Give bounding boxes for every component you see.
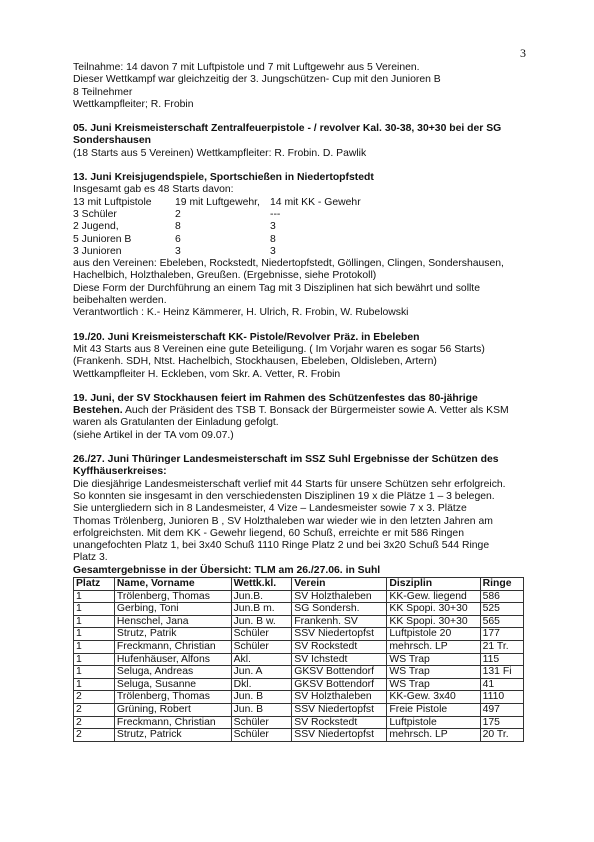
table-cell: Jun. B [231, 691, 292, 704]
table-cell: Dkl. [231, 678, 292, 691]
table-cell: Schüler [231, 729, 292, 742]
section-heading: 19./20. Juni Kreismeisterschaft KK- Pistole/Revolver Präz. in Ebeleben [73, 331, 420, 343]
table-cell: 2 [74, 703, 115, 716]
table-cell: 2 [74, 691, 115, 704]
section-heading: Bestehen. [73, 405, 123, 417]
table-cell: Schüler [231, 716, 292, 729]
table-cell: 1110 [480, 691, 523, 704]
section-text: (Frankenh. SDH, Ntst. Hachelbich, Stockhausen, Ebeleben, Oldisleben, Artern) [73, 356, 437, 368]
table-cell: Strutz, Patrick [114, 729, 231, 742]
column-header: Platz [74, 577, 115, 590]
table-cell: SV Ichstedt [292, 653, 387, 666]
section-kk-pistole [73, 332, 533, 381]
section-text: aus den Vereinen: Ebeleben, Rockstedt, Niedertopfstedt, Göllingen, Clingen, Sondershausen, [73, 258, 504, 270]
table-cell: 1 [74, 628, 115, 641]
table-row [74, 691, 524, 704]
table-cell: 1 [74, 603, 115, 616]
table-cell: 41 [480, 678, 523, 691]
starts-grid [73, 197, 533, 258]
table-cell: 1 [74, 666, 115, 679]
table-cell: SSV Niedertopfst [292, 703, 387, 716]
section-zentralfeuerpistole [73, 123, 533, 160]
table-cell: SSV Niedertopfst [292, 729, 387, 742]
table-row [74, 703, 524, 716]
table-cell: Freie Pistole [387, 703, 480, 716]
table-cell: 1 [74, 678, 115, 691]
intro-line: Wettkampfleiter; R. Frobin [73, 98, 194, 110]
section-heading: 26./27. Juni Thüringer Landesmeisterschaft im SSZ Suhl Ergebnisse der Schützen des [73, 454, 499, 466]
section-text: beibehalten werden. [73, 295, 167, 307]
section-text: Insgesamt gab es 48 Starts davon: [73, 184, 234, 196]
intro-block [73, 62, 533, 111]
table-cell: 525 [480, 603, 523, 616]
table-cell: Grüning, Robert [114, 703, 231, 716]
table-cell: KK-Gew. 3x40 [387, 691, 480, 704]
table-row [74, 590, 524, 603]
table-cell: mehrsch. LP [387, 640, 480, 653]
table-cell: Schüler [231, 640, 292, 653]
table-cell: 2 [74, 729, 115, 742]
table-row [74, 653, 524, 666]
column-header: Verein [292, 577, 387, 590]
section-text: Auch der Präsident des TSB T. Bonsack der Bürgermeister sowie A. Vetter als KSM [122, 405, 509, 417]
table-cell: Luftpistole [387, 716, 480, 729]
table-cell: SG Sondersh. [292, 603, 387, 616]
section-text: So konnten sie insgesamt in den verschiedensten Disziplinen 19 x die Plätze 1 – 3 belegen. [73, 490, 495, 502]
table-cell: Freckmann, Christian [114, 716, 231, 729]
table-cell: Trölenberg, Thomas [114, 691, 231, 704]
grid-cell: 19 mit Luftgewehr, [175, 196, 260, 208]
table-cell: Frankenh. SV [292, 615, 387, 628]
table-cell: 131 Fi [480, 666, 523, 679]
table-cell: 177 [480, 628, 523, 641]
column-header: Wettk.kl. [231, 577, 292, 590]
grid-cell: 2 Jugend, [73, 221, 119, 233]
table-cell: WS Trap [387, 666, 480, 679]
section-text: (siehe Artikel in der TA vom 09.07.) [73, 429, 234, 441]
grid-cell: 8 [270, 233, 276, 245]
grid-cell: --- [270, 208, 281, 220]
section-text: erfolgreichsten. Mit dem KK - Gewehr liegend, 60 Schuß, erreichte er mit 586 Ringen [73, 527, 464, 539]
column-header: Name, Vorname [114, 577, 231, 590]
grid-cell: 3 [270, 245, 276, 257]
section-text: Sie untergliedern sich in 8 Landesmeister, 4 Vize – Landesmeister sowie 7 x 3. Plätze [73, 503, 467, 515]
section-heading: 19. Juni, der SV Stockhausen feiert im Rahmen des Schützenfestes das 80-jährige [73, 392, 478, 404]
table-cell: 1 [74, 640, 115, 653]
table-row [74, 628, 524, 641]
table-cell: 20 Tr. [480, 729, 523, 742]
column-header: Disziplin [387, 577, 480, 590]
table-cell: KK Spopi. 30+30 [387, 615, 480, 628]
table-cell: 2 [74, 716, 115, 729]
results-table [73, 577, 524, 742]
table-cell: GKSV Bottendorf [292, 666, 387, 679]
section-text: Platz 3. [73, 552, 108, 564]
section-landesmeisterschaft [73, 454, 533, 742]
table-cell: Luftpistole 20 [387, 628, 480, 641]
table-cell: Akl. [231, 653, 292, 666]
section-heading: 13. Juni Kreisjugendspiele, Sportschießen in Niedertopfstedt [73, 172, 374, 184]
table-row [74, 615, 524, 628]
section-heading: 05. Juni Kreismeisterschaft Zentralfeuerpistole - / revolver Kal. 30-38, 30+30 bei der SG [73, 123, 502, 135]
grid-cell: 3 [175, 245, 181, 257]
section-text: (18 Starts aus 5 Vereinen) Wettkampfleiter: R. Frobin. D. Pawlik [73, 147, 367, 159]
table-cell: SV Rockstedt [292, 640, 387, 653]
table-cell: KK-Gew. liegend [387, 590, 480, 603]
section-stockhausen [73, 393, 533, 442]
table-row [74, 640, 524, 653]
intro-line: Teilnahme: 14 davon 7 mit Luftpistole und 7 mit Luftgewehr aus 5 Vereinen. [73, 62, 420, 73]
table-cell: Jun.B. [231, 590, 292, 603]
table-row [74, 678, 524, 691]
table-cell: Strutz, Patrik [114, 628, 231, 641]
intro-line: 8 Teilnehmer [73, 86, 133, 98]
table-cell: SV Holzthaleben [292, 590, 387, 603]
table-cell: Trölenberg, Thomas [114, 590, 231, 603]
grid-cell: 8 [175, 221, 181, 233]
table-cell: Jun. B w. [231, 615, 292, 628]
grid-cell: 6 [175, 233, 181, 245]
table-cell: KK Spopi. 30+30 [387, 603, 480, 616]
section-text: Die diesjährige Landesmeisterschaft verlief mit 44 Starts für unsere Schützen sehr erfolgreich. [73, 478, 506, 490]
table-cell: Freckmann, Christian [114, 640, 231, 653]
grid-cell: 14 mit KK - Gewehr [270, 196, 361, 208]
column-header: Ringe [480, 577, 523, 590]
table-cell: 1 [74, 590, 115, 603]
table-row [74, 666, 524, 679]
table-cell: Gerbing, Toni [114, 603, 231, 616]
grid-cell: 13 mit Luftpistole [73, 196, 152, 208]
table-cell: Schüler [231, 628, 292, 641]
table-cell: Jun.B m. [231, 603, 292, 616]
table-cell: Seluga, Susanne [114, 678, 231, 691]
table-cell: 497 [480, 703, 523, 716]
grid-cell: 3 Schüler [73, 208, 117, 220]
table-cell: 1 [74, 615, 115, 628]
section-text: Wettkampfleiter H. Eckleben, vom Skr. A. Vetter, R. Frobin [73, 368, 341, 380]
table-cell: 1 [74, 653, 115, 666]
table-row [74, 603, 524, 616]
table-cell: SV Rockstedt [292, 716, 387, 729]
section-heading: Kyffhäuserkreises: [73, 466, 167, 478]
table-cell: Seluga, Andreas [114, 666, 231, 679]
table-cell: 21 Tr. [480, 640, 523, 653]
table-header-row [74, 577, 524, 590]
grid-cell: 5 Junioren B [73, 233, 132, 245]
section-heading: Sondershausen [73, 135, 151, 147]
table-row [74, 729, 524, 742]
table-row [74, 716, 524, 729]
table-cell: 565 [480, 615, 523, 628]
section-text: Mit 43 Starts aus 8 Vereinen eine gute Beteiligung. ( Im Vorjahr waren es sogar 56 Starts) [73, 343, 485, 355]
table-cell: WS Trap [387, 653, 480, 666]
intro-line: Dieser Wettkampf war gleichzeitig der 3. Jungschützen- Cup mit den Junioren B [73, 74, 441, 86]
document-body [73, 62, 533, 742]
grid-cell: 2 [175, 208, 181, 220]
table-cell: Jun. A [231, 666, 292, 679]
table-cell: SSV Niedertopfst [292, 628, 387, 641]
section-text: Hachelbich, Holzthaleben, Greußen. (Ergebnisse, siehe Protokoll) [73, 270, 377, 282]
table-title: Gesamtergebnisse in der Übersicht: TLM am 26./27.06. in Suhl [73, 564, 381, 576]
grid-cell: 3 Junioren [73, 245, 122, 257]
section-kreisjugendspiele [73, 172, 533, 320]
section-text: Verantwortlich : K.- Heinz Kämmerer, H. Ulrich, R. Frobin, W. Rubelowski [73, 307, 409, 319]
section-heading-line [73, 405, 533, 417]
section-text: unangefochten Platz 1, bei 3x40 Schuß 1110 Ringe Platz 2 und bei 3x20 Schuß 544 Ringe [73, 540, 490, 552]
table-cell: Hufenhäuser, Alfons [114, 653, 231, 666]
table-body [74, 590, 524, 741]
section-text: Diese Form der Durchführung an einem Tag mit 3 Disziplinen hat sich bewährt und sollte [73, 282, 480, 294]
table-cell: Henschel, Jana [114, 615, 231, 628]
table-cell: SV Holzthaleben [292, 691, 387, 704]
section-text: waren als Gratulanten der Einladung gefolgt. [73, 417, 279, 429]
table-cell: mehrsch. LP [387, 729, 480, 742]
table-cell: Jun. B [231, 703, 292, 716]
table-cell: WS Trap [387, 678, 480, 691]
page-number: 3 [520, 46, 526, 60]
table-cell: GKSV Bottendorf [292, 678, 387, 691]
grid-cell: 3 [270, 221, 276, 233]
table-cell: 115 [480, 653, 523, 666]
section-text: Thomas Trölenberg, Junioren B , SV Holzthaleben war wieder wie in den letzten Jahren am [73, 515, 493, 527]
table-cell: 586 [480, 590, 523, 603]
table-cell: 175 [480, 716, 523, 729]
